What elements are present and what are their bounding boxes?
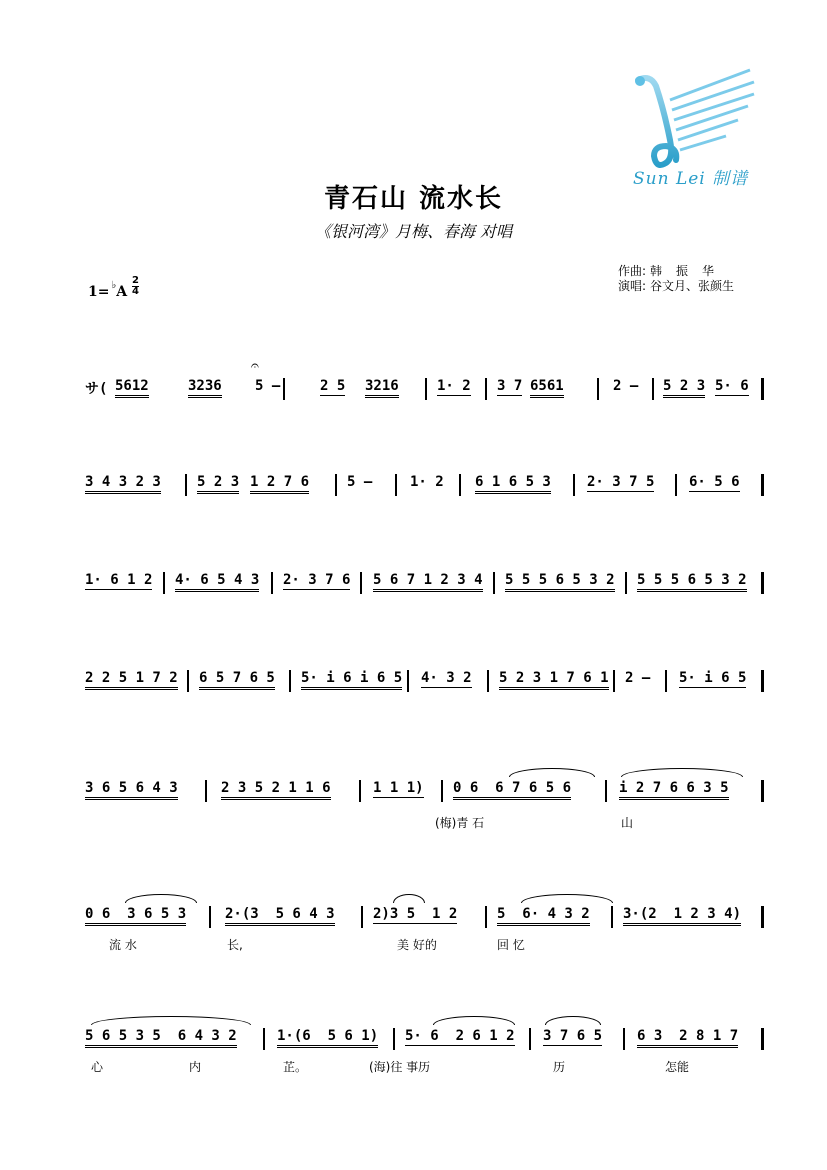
time-top: 2 [132, 275, 139, 286]
bar-line [625, 572, 627, 594]
composer-label: 作曲: [618, 264, 647, 278]
slur-icon [621, 768, 743, 777]
bar-line [761, 572, 764, 594]
lyric: 怎能 [665, 1060, 690, 1074]
bar-line [761, 1028, 764, 1050]
song-title: 青石山 流水长 [323, 184, 504, 214]
bar-line [283, 378, 285, 400]
measure: 1 1 1) [373, 780, 424, 796]
measure: 6 1 6 5 3 [475, 474, 551, 494]
bar-line [360, 572, 362, 594]
bar-line [271, 572, 273, 594]
slur-icon [433, 1016, 515, 1025]
bar-line [485, 906, 487, 928]
measure: 3 6 5 6 4 3 [85, 780, 178, 800]
measure: 2 — [613, 378, 639, 394]
measure: 2 5 [320, 378, 346, 394]
measure: 2 2 5 1 7 2 [85, 670, 178, 690]
measure: 2· 3 7 6 [283, 572, 351, 588]
bar-line [395, 474, 397, 496]
key-signature [88, 280, 128, 300]
measure: 5 — [255, 378, 281, 394]
measure: 3 7 [497, 378, 523, 394]
bar-line [613, 670, 615, 692]
lyric: 心 [91, 1060, 104, 1074]
measure: 5 2 3 1 7 6 1 [499, 670, 609, 690]
fermata-icon: 𝄐 [251, 358, 259, 374]
bar-line [407, 670, 409, 692]
time-bottom: 4 [132, 286, 139, 297]
measure: 5· 6 [715, 378, 749, 394]
measure: 2)3 5 1 2 [373, 906, 458, 922]
measure: 0 6 6 7 6 5 6 [453, 780, 571, 800]
bar-line [611, 906, 613, 928]
singer-credit [618, 277, 762, 294]
lyric: 美 好的 [397, 938, 437, 952]
measure: サ( [85, 381, 108, 397]
song-subtitle: 《银河湾》月梅、春海 对唱 [314, 222, 513, 241]
bar-line [185, 474, 187, 496]
measure: 5 6 7 1 2 3 4 [373, 572, 483, 592]
bar-line [652, 378, 654, 400]
bar-line [289, 670, 291, 692]
slur-icon [125, 894, 197, 903]
bar-line [675, 474, 677, 496]
bar-line [485, 378, 487, 400]
bar-line [597, 378, 599, 400]
lyric: 长, [227, 938, 243, 952]
measure: 3236 [188, 378, 222, 398]
measure: 3·(2 1 2 3 4) [623, 906, 741, 926]
measure: 3 4 3 2 3 [85, 474, 161, 494]
bar-line [487, 670, 489, 692]
measure: 1·(6 5 6 1) [277, 1028, 378, 1048]
slur-icon [393, 894, 425, 903]
logo-text: Sun Lei 制谱 [633, 169, 749, 189]
bar-line [493, 572, 495, 594]
key-note: A [116, 284, 128, 300]
measure: i 2 7 6 6 3 5 [619, 780, 729, 800]
bar-line [263, 1028, 265, 1050]
key-prefix: 1= [88, 284, 110, 300]
bar-line [459, 474, 461, 496]
bar-line [393, 1028, 395, 1050]
lyric: (海)往 事历 [369, 1060, 431, 1074]
measure: 0 6 3 6 5 3 [85, 906, 186, 926]
lyric: 流 水 [109, 938, 137, 952]
bar-line [665, 670, 667, 692]
bar-line [209, 906, 211, 928]
bar-line [359, 780, 361, 802]
bar-line [761, 906, 764, 928]
measure: 5· 6 2 6 1 2 [405, 1028, 515, 1044]
bar-line [761, 474, 764, 496]
composer-name: 韩振华 [650, 264, 729, 278]
measure: 2·(3 5 6 4 3 [225, 906, 335, 926]
measure: 5· i 6 i 6 5 [301, 670, 402, 690]
measure: 5 6 5 3 5 6 4 3 2 [85, 1028, 237, 1048]
bar-line [335, 474, 337, 496]
measure: 5· i 6 5 [679, 670, 747, 686]
bar-line [163, 572, 165, 594]
measure: 4· 6 5 4 3 [175, 572, 259, 592]
bar-line [529, 1028, 531, 1050]
measure: 5 — [347, 474, 373, 490]
slur-icon [545, 1016, 601, 1025]
bar-line [761, 780, 764, 802]
measure: 1· 2 [410, 474, 444, 490]
lyric: 历 [553, 1060, 566, 1074]
bar-line [361, 906, 363, 928]
measure: 5612 [115, 378, 149, 398]
measure: 6 3 2 8 1 7 [637, 1028, 738, 1048]
time-signature [132, 276, 139, 297]
measure: 6561 [530, 378, 564, 398]
slur-icon [521, 894, 613, 903]
measure: 3 7 6 5 [543, 1028, 603, 1044]
measure: 3216 [365, 378, 399, 398]
bar-line [187, 670, 189, 692]
bar-line [623, 1028, 625, 1050]
lyric: 芷。 [283, 1060, 308, 1074]
measure: 5 5 5 6 5 3 2 [505, 572, 615, 592]
lyric: (梅)青 石 [435, 816, 485, 830]
singer-names: 谷文月、张颜生 [650, 279, 735, 293]
measure: 1· 2 [437, 378, 471, 394]
bar-line [605, 780, 607, 802]
bar-line [205, 780, 207, 802]
measure: 2 — [625, 670, 651, 686]
measure: 1 2 7 6 [250, 474, 309, 494]
slur-icon [91, 1016, 251, 1025]
measure: 1· 6 1 2 [85, 572, 153, 588]
measure: 4· 3 2 [421, 670, 472, 686]
measure: 5 2 3 [663, 378, 705, 398]
bar-line [425, 378, 427, 400]
lyric: 山 [621, 816, 634, 830]
slur-icon [509, 768, 595, 777]
bar-line [761, 670, 764, 692]
measure: 5 2 3 [197, 474, 239, 494]
lyric: 内 [189, 1060, 202, 1074]
measure: 2· 3 7 5 [587, 474, 655, 490]
measure: 2 3 5 2 1 1 6 [221, 780, 331, 800]
measure: 5 5 5 6 5 3 2 [637, 572, 747, 592]
singer-label: 演唱: [618, 279, 647, 293]
flat-sign: ♭ [111, 280, 117, 291]
measure: 6 5 7 6 5 [199, 670, 275, 690]
bar-line [441, 780, 443, 802]
lyric: 回 忆 [497, 938, 525, 952]
bar-line [761, 378, 764, 400]
measure: 5 6· 4 3 2 [497, 906, 590, 926]
measure: 6· 5 6 [689, 474, 740, 490]
bar-line [573, 474, 575, 496]
